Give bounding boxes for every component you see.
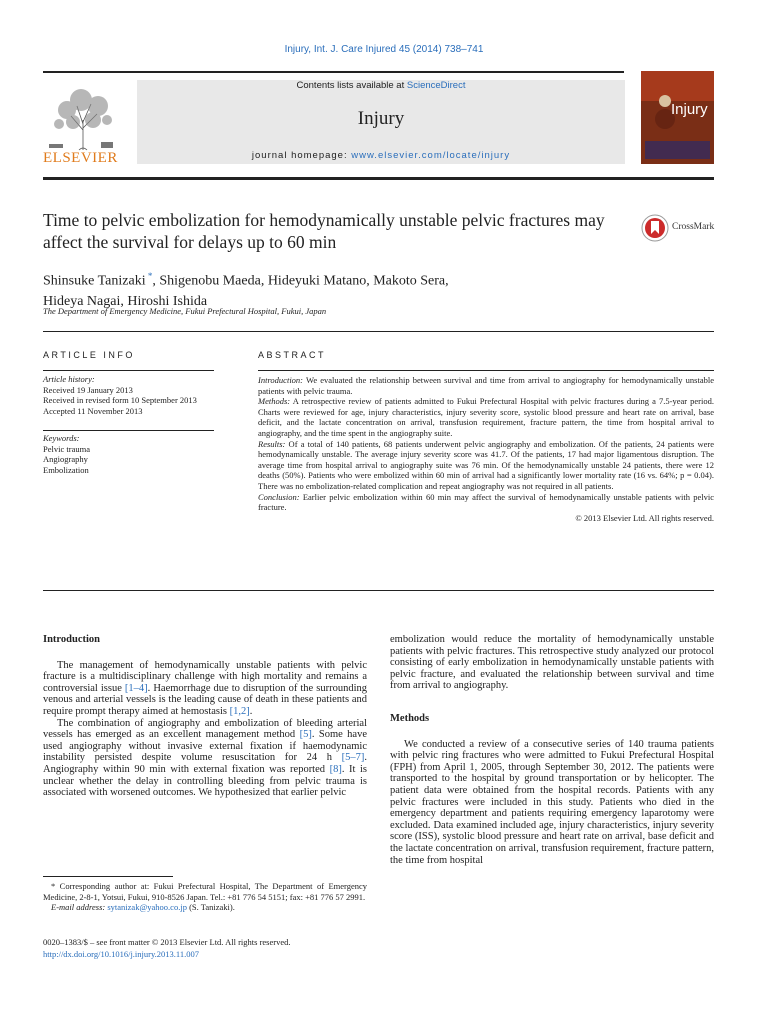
footnote-email-line	[43, 902, 367, 913]
issn-line: 0020–1383/$ – see front matter © 2013 Elsevier Ltd. All rights reserved.	[43, 937, 291, 947]
affiliation: The Department of Emergency Medicine, Fukui Prefectural Hospital, Fukui, Japan	[43, 306, 327, 316]
intro-paragraph-1	[43, 660, 367, 718]
ref-link[interactable]: [8]	[329, 763, 342, 775]
footnote-corresponding: * Corresponding author at: Fukui Prefectural Hospital, The Department of Emergency Medicine, 2-8-1, Yotsui, Fukui, 910-8526 Japan. Tel.: +81 776 54 5151; fax: +81 776 57 2991.	[43, 881, 367, 902]
abstract-copyright: © 2013 Elsevier Ltd. All rights reserved.	[575, 512, 714, 523]
author-mark-symbol: *	[147, 271, 153, 281]
intro-p2-text-b: . Some have used angiography without invasive external fixation if haemodynamic instability persisted despite volume resuscitation for 24 h	[43, 729, 367, 764]
article-title: Time to pelvic embolization for hemodynamically unstable pelvic fractures may affect the survival for delays up to 60 min	[43, 210, 605, 252]
crossmark-badge[interactable]	[641, 214, 721, 242]
crossmark-label: CrossMark	[672, 222, 715, 232]
homepage-prefix: journal homepage:	[251, 150, 352, 161]
email-suffix: (S. Tanizaki).	[186, 902, 235, 913]
author-list	[43, 266, 603, 312]
keyword-item: Pelvic trauma	[43, 443, 90, 454]
abstract-methods-text: A retrospective review of patients admitted to Fukui Prefectural Hospital with pelvic fractures during a 7.5-year period. Charts were reviewed for age, injury characteristics, injury severity score, systolic blood pressure and heart rate on arrival, base deficit, and the lactate concentration on arrival, transfusion requirement, fracture pattern, the time from hospital arrival to angiography, and the time spent in the angiography suite.	[258, 396, 714, 438]
abstract-bottom-rule	[43, 590, 714, 591]
keyword-item: Embolization	[43, 464, 89, 475]
cover-title: Injury	[671, 101, 708, 118]
history-accepted: Accepted 11 November 2013	[43, 405, 143, 416]
abstract-conclusion	[258, 492, 714, 513]
intro-p2-text-a: The combination of angiography and embolization of bleeding arterial vessels has emerged as an excellent management method	[43, 717, 367, 741]
body-column-right	[390, 634, 714, 866]
author-corresponding[interactable]: Shinsuke Tanizaki	[43, 273, 146, 289]
journal-citation[interactable]: Injury, Int. J. Care Injured 45 (2014) 738–741	[284, 44, 484, 55]
keywords-rule	[43, 430, 214, 431]
intro-p1-text-b: . Haemorrhage due to disruption of the surrounding venous and arterial vessels is the leading cause of death in these patients and require prompt therapy aimed at hemostasis	[43, 682, 368, 717]
contents-prefix: Contents lists available at	[296, 80, 407, 91]
keywords-label: Keywords:	[43, 433, 80, 443]
intro-p1-text-c: .	[249, 705, 253, 717]
header-top-rule	[43, 71, 624, 73]
header-bottom-rule	[43, 177, 714, 180]
crossmark-icon	[641, 214, 669, 242]
ref-link[interactable]: [5]	[299, 729, 312, 741]
abstract-intro-label: Introduction:	[258, 375, 304, 385]
abstract-introduction	[258, 375, 714, 396]
intro-p2-text-c: . Angiography within 90 min with external fixation was reported	[43, 752, 367, 775]
abstract-heading: ABSTRACT	[258, 350, 327, 360]
intro-p2-text-d: . It is unclear whether the delay in controlling bleeding from pelvic trauma is associated with worsened outcomes. We hypothesized that earlier pelvic	[43, 763, 367, 799]
abstract-conclusion-text: Earlier pelvic embolization within 60 min may affect the survival of hemodynamically unstable patients with pelvic fracture.	[258, 491, 714, 513]
title-block-rule	[43, 331, 714, 332]
introduction-heading: Introduction	[43, 634, 100, 645]
authors-rest: , Shigenobu Maeda, Hideyuki Matano, Makoto Sera,	[152, 273, 449, 289]
ref-link[interactable]: [5–7]	[341, 752, 365, 764]
history-revised: Received in revised form 10 September 2013	[43, 395, 197, 406]
intro-p1-text-a: The management of hemodynamically unstable patients with pelvic fracture is a multidisciplinary challenge with high mortality and remains a controversial issue	[43, 659, 367, 694]
contents-lists-line	[137, 80, 625, 91]
article-history	[43, 374, 218, 416]
ref-link[interactable]: [1,2]	[229, 705, 250, 717]
abstract-body	[258, 375, 714, 523]
keywords	[43, 433, 218, 475]
abstract-methods	[258, 396, 714, 438]
abstract-results-label: Results:	[258, 438, 286, 449]
front-matter-info	[43, 937, 290, 960]
abstract-rule	[258, 370, 714, 371]
journal-cover-image	[641, 71, 714, 164]
email-link[interactable]: sytanizak@yahoo.co.jp	[107, 902, 187, 913]
authors-line-2: Hideya Nagai, Hiroshi Ishida	[43, 293, 208, 309]
article-info-heading: ARTICLE INFO	[43, 350, 135, 360]
journal-homepage-line	[137, 150, 625, 161]
ref-link[interactable]: [1–4]	[124, 682, 148, 694]
elsevier-wordmark: ELSEVIER	[43, 150, 118, 166]
homepage-link[interactable]: www.elsevier.com/locate/injury	[351, 150, 511, 161]
methods-heading: Methods	[390, 712, 430, 724]
methods-paragraph-1: We conducted a review of a consecutive series of 140 trauma patients with pelvic ring fractures who were admitted to Fukui Prefectural Hospital (FPH) from April 1, 2005, through September 30, 2012. The patients were transported to the hospital by ground transportation or by helicopter. The patient data were obtained from the hospital records. Patients with any pelvic fractures were included in this study. Patients who died in the emergency department and patients requiring emergency laparotomy were excluded. Data examined included age, injury characteristics, injury severity score (ISS), systolic blood pressure and heart rate on arrival, base deficit and the lactate concentration on arrival, transfusion requirement, fracture pattern, the time from hospital	[390, 738, 714, 866]
email-label: E-mail address:	[51, 902, 108, 913]
article-info-rule	[43, 370, 214, 371]
abstract-intro-text: We evaluated the relationship between survival and time from arrival to angiography for hemodynamically unstable patients with pelvic trauma.	[258, 375, 714, 396]
history-label: Article history:	[43, 374, 95, 384]
corresponding-footnote	[43, 881, 367, 913]
col2-paragraph-1: embolization would reduce the mortality of hemodynamically unstable patients with pelvic fractures. This retrospective study analyzed our protocol consisting of early embolization in hemodynamically unstable patients with pelvic fracture, and evaluated the relationship between survival and time from arrival to angiography.	[390, 634, 714, 692]
abstract-results-text: Of a total of 140 patients, 68 patients underwent pelvic angiography and embolization. Of the patients, 24 patients were hemodynamically unstable. The average injury severity score was 41.7. Of the patients, 17 had major ligamentous disruption. The average time from hospital arrival to angiography suite was 76 min. Of the hemodynamically unstable 24 patients, there were 12 deaths (50%). Patients who were embolized within 60 min of arrival had a significantly lower mortality rate (16 vs. 64%; p = 0.04). There was no embolization-related complication and repeat angiography was not required in all patients.	[258, 438, 714, 491]
intro-paragraph-2	[43, 718, 367, 799]
sciencedirect-link[interactable]: ScienceDirect	[406, 80, 466, 91]
history-received: Received 19 January 2013	[43, 384, 133, 395]
doi-link[interactable]: http://dx.doi.org/10.1016/j.injury.2013.11.007	[43, 948, 199, 959]
keyword-item: Angiography	[43, 454, 88, 465]
abstract-conclusion-label: Conclusion:	[258, 491, 300, 502]
abstract-methods-label: Methods:	[258, 396, 291, 407]
abstract-results	[258, 439, 714, 492]
footnote-rule	[43, 876, 173, 877]
body-column-left	[43, 634, 367, 799]
journal-title: Injury	[357, 108, 405, 129]
